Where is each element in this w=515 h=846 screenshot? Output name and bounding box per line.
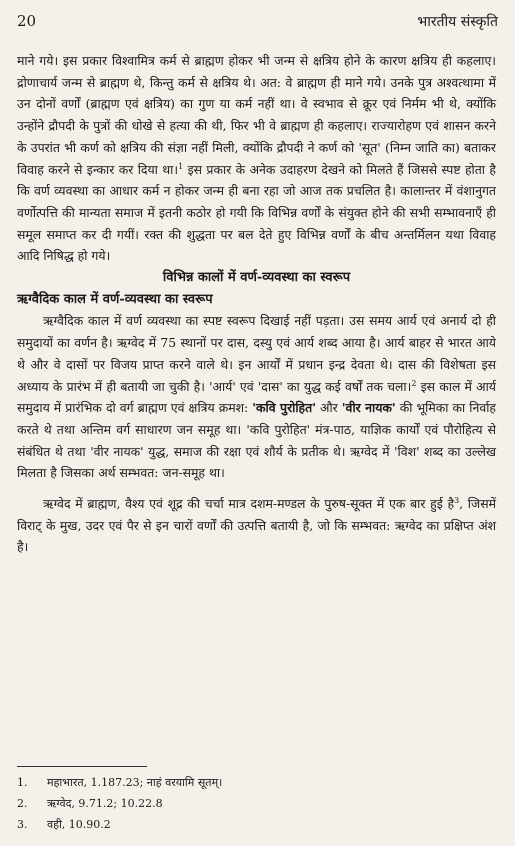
section-heading: विभिन्न कालों में वर्ण-व्यवस्था का स्वरूप (162, 270, 351, 286)
footnote-2 (17, 793, 222, 814)
paragraph-2-part-c: और (316, 400, 342, 416)
footnote-ref-2: 2 (411, 378, 417, 388)
footnote-ref-3: 3 (454, 495, 460, 505)
paragraph-3-part-a: ऋग्वेद में ब्राह्मण, वैश्य एवं शूद्र की चर्चा मात्र दशम-मण्डल के पुरुष-सूक्त में एक बार हुई है (43, 496, 455, 512)
body-text (17, 50, 496, 558)
paragraph-3-part-b: , जिसमें विराट् के मुख, उदर एवं पैर से इन चारों वर्णों की उत्पत्ति बतायी है, जो कि सम्भवत: ऋग्वेद का प्रक्षिप्त अंश है। (17, 496, 496, 555)
paragraph-2 (17, 310, 496, 484)
footnote-divider (17, 766, 147, 767)
footnote-1 (17, 772, 222, 793)
running-title: भारतीय संस्कृति (417, 14, 498, 30)
paragraph-2-part-b: इस काल में आर्य समुदाय में प्रारंभिक दो वर्ग ब्राह्मण एवं क्षत्रिय क्रमश: (17, 378, 496, 416)
page-header (17, 12, 498, 34)
footnote-number: 3. (17, 818, 28, 831)
paragraph-1-part-a: माने गये। इस प्रकार विश्वामित्र कर्म से ब्राह्मण होकर भी जन्म से क्षत्रिय होने के कारण क्षत्रिय ही कहलाए। द्रोणाचार्य जन्म से ब्राह्मण थे, किन्तु कर्म से क्षत्रिय थे। अत: वे ब्राह्मण ही माने गये। उनके पुत्र अश्वत्थामा में उन दोनों वर्णों (ब्राह्मण एवं क्षत्रिय) का गुण या कर्म नहीं था। वे स्वभाव से क्रूर एवं निर्मम भी थे, क्योंकि उन्होंने द्रौपदी के पुत्रों की धोखे से हत्या की थी, फिर भी वे ब्राह्मण ही कहलाए। राज्यारोहण एवं शासन करने के उपरांत भी कर्ण को क्षत्रिय की संज्ञा नहीं मिली, क्योंकि द्रौपदी ने कर्ण को 'सूत' (निम्न जाति का) बताकर विवाह करने से इन्कार कर दिया था। (17, 53, 496, 177)
footnotes (17, 772, 222, 835)
footnote-text: वही, 10.90.2 (47, 818, 111, 831)
footnote-text: ऋग्वेद, 9.71.2; 10.22.8 (47, 797, 163, 810)
paragraph-1-part-b: इस प्रकार के अनेक उदाहरण देखने को मिलते हैं जिससे स्पष्ट होता है कि वर्ण व्यवस्था का आधार कर्म न होकर जन्म ही बना रहा जो आज तक प्रचलित है। कालान्तर में वंशानुगत वर्णोत्पत्ति की मान्यता समाज में इतनी कठोर हो गयी कि विभिन्न वर्णों के संयुक्त होने की सभी सम्भावनाएँ ही समूल समाप्त कर दी गयीं। रक्त की शुद्धता पर बल देते हुए विभिन्न वर्णों के बीच अन्तर्मिलन यथा विवाह आदि निषिद्ध हो गये। (17, 161, 496, 264)
footnote-number: 2. (17, 797, 28, 810)
paragraph-2-part-d: की भूमिका का निर्वाह करते थे तथा अन्तिम वर्ग साधारण जन समूह था। 'कवि पुरोहित' मंत्र-पाठ, याज्ञिक कार्यों एवं पौरोहित्य से संबंधित थे तथा 'वीर नायक' युद्ध, समाज की रक्षा एवं शौर्य के प्रतीक थे। ऋग्वेद में 'विश' शब्द का उल्लेख मिलता है जिसका अर्थ सम्भवत: जन-समूह था। (17, 400, 497, 481)
sub-heading: ऋग्वैदिक काल में वर्ण-व्यवस्था का स्वरूप (17, 291, 213, 307)
term-veer-nayak: 'वीर नायक' (341, 400, 396, 416)
footnote-3 (17, 814, 222, 835)
paragraph-1 (17, 50, 496, 267)
page-number: 20 (17, 12, 37, 30)
footnote-text: महाभारत, 1.187.23; नाहं वरयामि सूतम्। (47, 776, 223, 789)
paragraph-3 (17, 493, 496, 558)
term-kavi-purohit: 'कवि पुरोहित' (252, 400, 316, 416)
footnote-number: 1. (17, 776, 28, 789)
footnote-ref-1: 1 (178, 161, 184, 171)
paragraph-2-part-a: ऋग्वैदिक काल में वर्ण व्यवस्था का स्पष्ट स्वरूप दिखाई नहीं पड़ता। उस समय आर्य एवं अनार्य दो ही समुदायों का वर्णन है। ऋग्वेद में 75 स्थानों पर दास, दस्यु एवं आर्य शब्द आया है। आर्य बाहर से भारत आये थे और वे दासों पर विजय प्राप्त करने वाले थे। इन आर्यों में प्रधान इन्द्र देवता थे। दास की विशेषता इस अध्याय के प्रारंभ में ही बतायी जा चुकी है। 'आर्य' एवं 'दास' का युद्ध कई वर्षों तक चला। (17, 313, 496, 394)
